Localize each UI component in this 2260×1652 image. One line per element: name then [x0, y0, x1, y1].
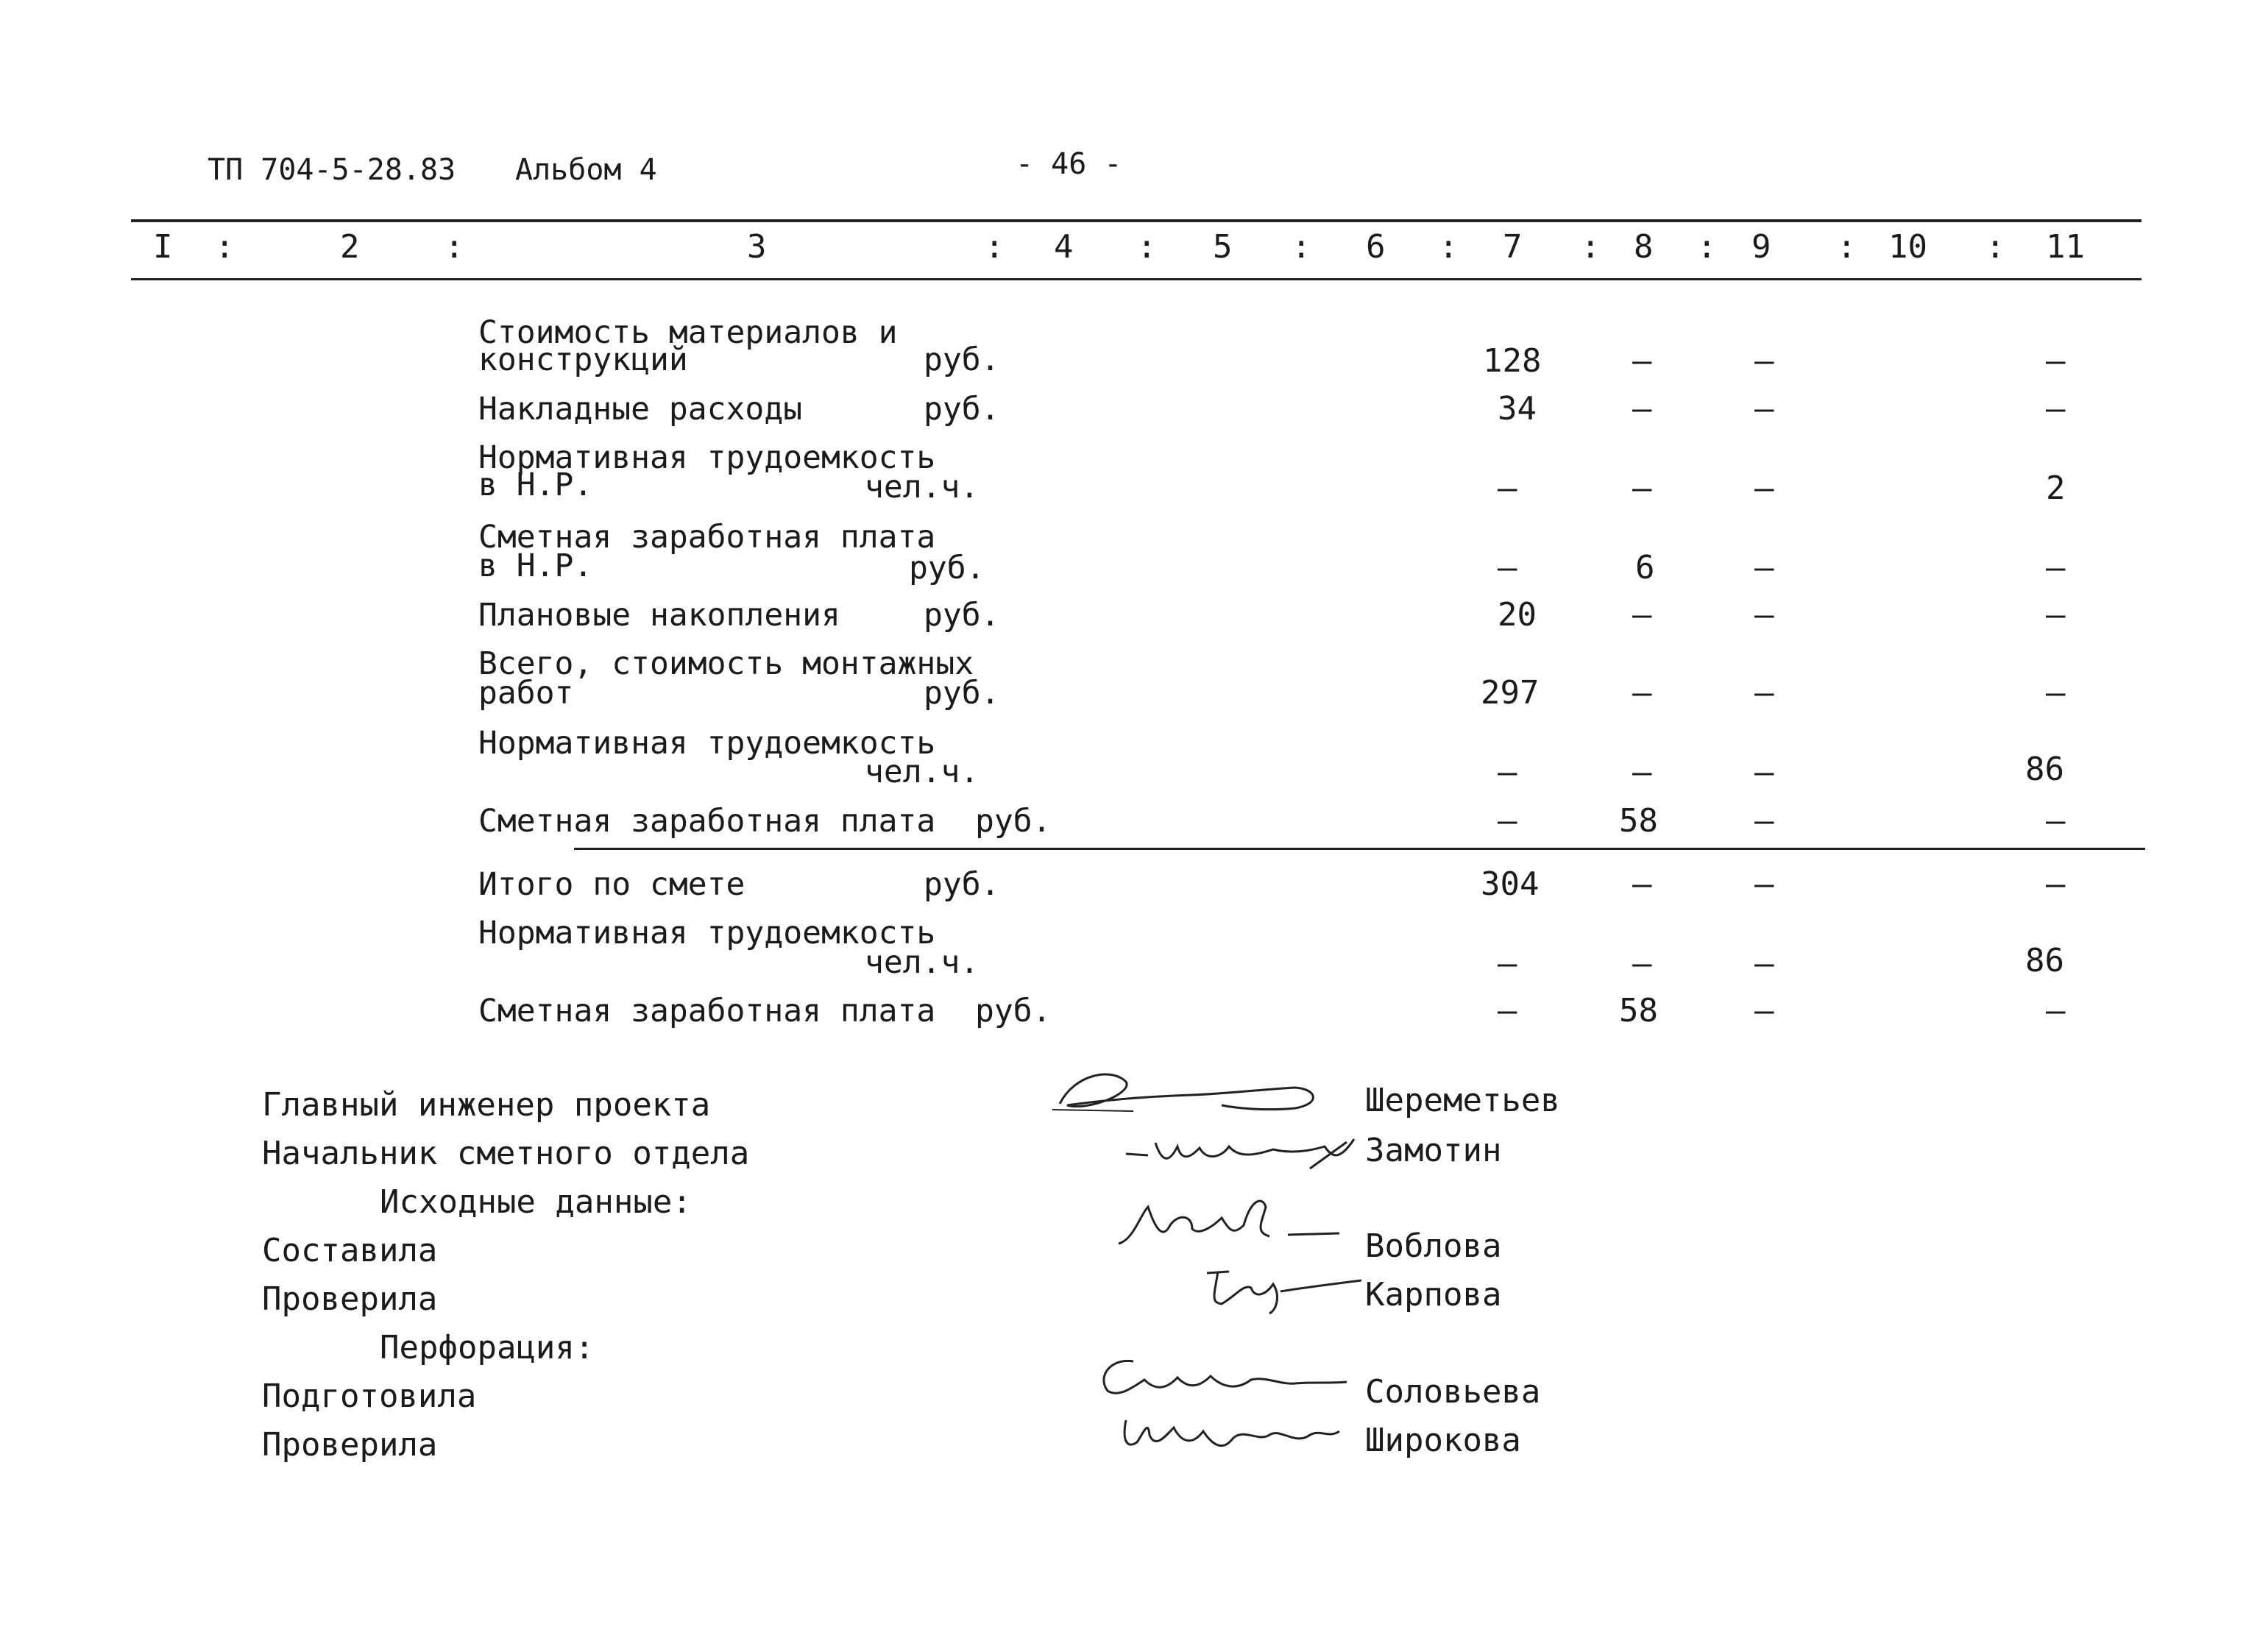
header-top-rule	[131, 219, 2142, 222]
column-header-8: 8	[1634, 228, 1654, 266]
checked-name: Карпова	[1365, 1276, 1502, 1314]
cell-col11: –	[2046, 342, 2066, 380]
column-header-11: 11	[2046, 228, 2085, 266]
column-separator: :	[985, 228, 1005, 266]
column-header-9: 9	[1751, 228, 1771, 266]
cell-col8: –	[1632, 865, 1652, 903]
column-separator: :	[1581, 228, 1601, 266]
column-separator: :	[1137, 228, 1157, 266]
document-code: ТП 704-5-28.83	[208, 153, 456, 187]
cell-col9: –	[1754, 596, 1774, 634]
row-label: Плановые накопления	[478, 597, 840, 634]
row-unit: руб.	[924, 341, 1000, 378]
column-separator: :	[215, 228, 235, 266]
column-separator: :	[1697, 228, 1717, 266]
row-unit: чел.ч.	[865, 944, 980, 981]
cell-col8: –	[1632, 596, 1652, 634]
row-label: Нормативная трудоемкость	[478, 915, 936, 951]
cell-col9: –	[1754, 865, 1774, 903]
cell-col9: –	[1754, 342, 1774, 380]
cell-col11: 86	[2025, 751, 2064, 788]
column-separator: :	[444, 228, 464, 266]
signature-sheremetyev	[1045, 1060, 1339, 1126]
row-unit: руб.	[924, 391, 1000, 428]
row-label: Сметная заработная плата	[478, 993, 936, 1029]
cell-col8: 6	[1635, 549, 1655, 586]
row-unit: руб.	[924, 866, 1000, 903]
row-unit: чел.ч.	[865, 754, 980, 790]
column-separator: :	[1439, 228, 1459, 266]
cell-col7: –	[1498, 802, 1517, 840]
chief-engineer-name: Шереметьев	[1365, 1082, 1560, 1119]
cell-col8: –	[1632, 754, 1652, 791]
cell-col7: 20	[1498, 596, 1537, 634]
cell-col9: –	[1754, 945, 1774, 982]
row-label: Сметная заработная плата	[478, 519, 936, 556]
cell-col7: –	[1498, 754, 1517, 791]
row-label: Сметная заработная плата	[478, 803, 936, 840]
cell-col11: –	[2046, 596, 2066, 634]
perforation-heading: Перфорация:	[380, 1329, 595, 1366]
cell-col7: –	[1498, 469, 1517, 507]
checked-label: Проверила	[262, 1280, 438, 1318]
cell-col11: –	[2046, 992, 2066, 1029]
row-label: Накладные расходы	[478, 391, 803, 428]
cell-col9: –	[1754, 754, 1774, 791]
cell-col7: 304	[1481, 865, 1540, 903]
cell-col8: 58	[1619, 802, 1658, 840]
signature-shirokova	[1104, 1398, 1347, 1464]
cell-col7: –	[1498, 945, 1517, 982]
cell-col9: –	[1754, 549, 1774, 586]
signature-zamotin	[1119, 1124, 1361, 1183]
album-label: Альбом 4	[515, 153, 657, 187]
prepared-name: Соловьева	[1365, 1373, 1541, 1411]
row-label-continued: в Н.Р.	[478, 467, 593, 503]
cell-col7: –	[1498, 549, 1517, 586]
cell-col8: –	[1632, 469, 1652, 507]
column-header-3: 3	[747, 228, 767, 266]
column-header-2: 2	[340, 228, 360, 266]
signature-karpova	[1200, 1251, 1369, 1317]
row-unit: руб.	[975, 803, 1052, 840]
cell-col8: –	[1632, 945, 1652, 982]
cell-col9: –	[1754, 674, 1774, 712]
cell-col11: –	[2046, 865, 2066, 903]
cell-col9: –	[1754, 802, 1774, 840]
column-separator: :	[1986, 228, 2005, 266]
chief-engineer-label: Главный инженер проекта	[262, 1086, 711, 1124]
estimate-head-label: Начальник сметного отдела	[262, 1135, 750, 1172]
column-header-1: I	[153, 228, 173, 266]
cell-col8: –	[1632, 390, 1652, 428]
cell-col7: 34	[1498, 390, 1537, 428]
cell-col8: –	[1632, 674, 1652, 712]
header-bottom-rule	[131, 278, 2142, 280]
row-label: Нормативная трудоемкость	[478, 439, 936, 476]
row-unit: руб.	[924, 597, 1000, 634]
checked2-name: Широкова	[1365, 1422, 1521, 1459]
row-label-continued: работ	[478, 675, 574, 712]
row-unit: чел.ч.	[865, 469, 980, 506]
column-header-10: 10	[1888, 228, 1927, 266]
cell-col9: –	[1754, 469, 1774, 507]
estimate-head-name: Замотин	[1365, 1132, 1502, 1169]
column-header-4: 4	[1054, 228, 1074, 266]
cell-col11: –	[2046, 802, 2066, 840]
cell-col11: 2	[2046, 469, 2066, 507]
row-unit: руб.	[909, 550, 985, 586]
row-unit: руб.	[975, 993, 1052, 1029]
cell-col8: –	[1632, 342, 1652, 380]
row-label: Итого по смете	[478, 866, 745, 903]
total-rule	[574, 848, 2145, 850]
column-separator: :	[1837, 228, 1857, 266]
cell-col9: –	[1754, 992, 1774, 1029]
cell-col11: –	[2046, 390, 2066, 428]
row-label: Нормативная трудоемкость	[478, 725, 936, 762]
row-label-continued: в Н.Р.	[478, 547, 593, 584]
cell-col8: 58	[1619, 992, 1658, 1029]
source-data-heading: Исходные данные:	[380, 1183, 692, 1221]
cell-col7: –	[1498, 992, 1517, 1029]
row-unit: руб.	[924, 675, 1000, 712]
checked2-label: Проверила	[262, 1426, 438, 1464]
compiled-label: Составила	[262, 1232, 438, 1269]
column-separator: :	[1292, 228, 1311, 266]
row-label: Стоимость материалов и	[478, 314, 898, 351]
prepared-label: Подготовила	[262, 1378, 477, 1415]
cell-col11: –	[2046, 674, 2066, 712]
cell-col7: 297	[1481, 674, 1540, 712]
cell-col11: –	[2046, 549, 2066, 586]
column-header-7: 7	[1503, 228, 1523, 266]
page-number: - 46 -	[1016, 147, 1122, 181]
column-header-6: 6	[1366, 228, 1386, 266]
row-label: Всего, стоимость монтажных	[478, 645, 974, 682]
compiled-name: Воблова	[1365, 1227, 1502, 1265]
cell-col11: 86	[2025, 942, 2064, 979]
cell-col7: 128	[1483, 342, 1542, 380]
cell-col9: –	[1754, 390, 1774, 428]
column-header-5: 5	[1213, 228, 1233, 266]
row-label-continued: конструкций	[478, 341, 688, 378]
